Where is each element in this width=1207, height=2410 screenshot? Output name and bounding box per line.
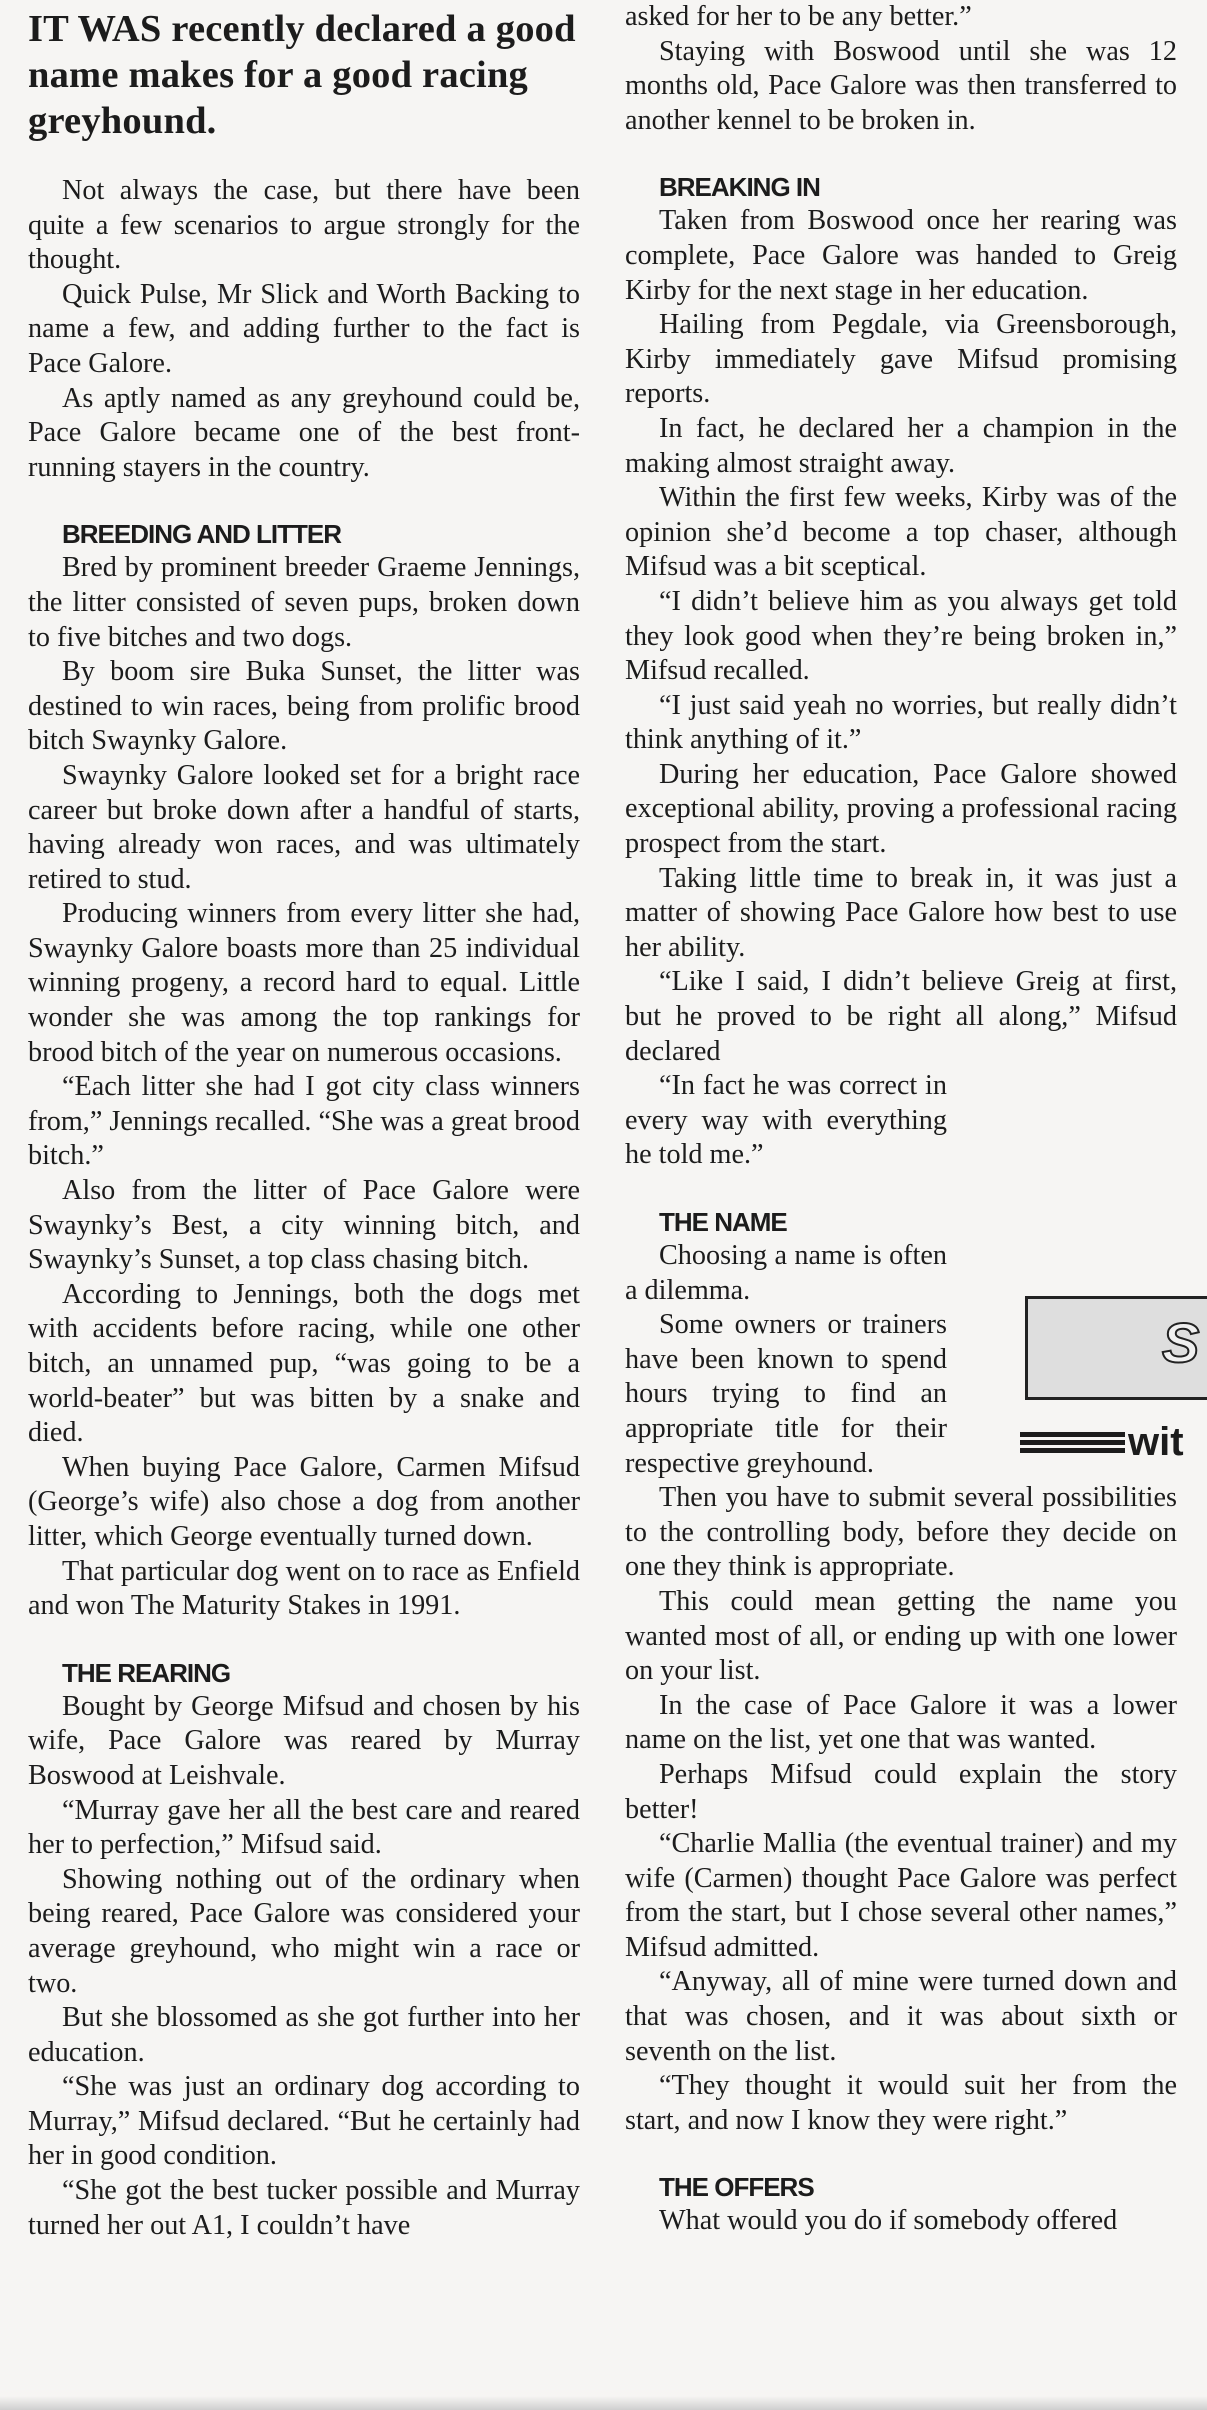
rearing-continued [625, 0, 1177, 138]
rearing-section [28, 1690, 580, 2244]
rule-line [1020, 1440, 1125, 1445]
paragraph: Hailing from Pegdale, via Greensborough, Kirby immediately gave Mifsud promising reports. [625, 309, 1177, 410]
paragraph: Showing nothing out of the ordinary when being reared, Pace Galore was considered your average greyhound, who might win a race or two. [28, 1863, 580, 1999]
section-heading-breaking: BREAKING IN [659, 172, 820, 203]
sidebar-rule-lines [1020, 1432, 1125, 1454]
paragraph: What would you do if somebody offered [659, 2205, 1118, 2237]
paragraph: “Charlie Mallia (the eventual trainer) and my wife (Carmen) thought Pace Galore was perfect from the start, but I chose several other names,” Mifsud admitted. [625, 1828, 1177, 1963]
section-heading-name: THE NAME [659, 1207, 787, 1237]
paragraph: “Each litter she had I got city class winners from,” Jennings recalled. “She was a great brood bitch.” [28, 1071, 580, 1172]
paragraph: As aptly named as any greyhound could be, Pace Galore became one of the best front-running stayers in the country. [28, 382, 580, 483]
article-headline: IT WAS recently declared a good name makes for a good racing greyhound. [28, 8, 576, 142]
paragraph: Then you have to submit several possibilities to the controlling body, before they decide on one they think is appropriate. [625, 1482, 1177, 1583]
paragraph: asked for her to be any better.” [625, 1, 972, 32]
paragraph: This could mean getting the name you wanted most of all, or ending up with one lower on your list. [625, 1585, 1177, 1687]
paragraph: Quick Pulse, Mr Slick and Worth Backing to name a few, and adding further to the fact is Pace Galore. [28, 278, 580, 379]
paragraph: Not always the case, but there have been quite a few scenarios to argue strongly for the thought. [28, 175, 580, 276]
paragraph: “She was just an ordinary dog according to Murray,” Mifsud declared. “But he certainly had her in good condition. [28, 2071, 580, 2172]
paragraph: Taking little time to break in, it was just a matter of showing Pace Galore how best to use her ability. [625, 862, 1177, 963]
paragraph: Bred by prominent breeder Graeme Jennings, the litter consisted of seven pups, broken down to five bitches and two dogs. [28, 552, 580, 653]
paragraph: “In fact he was correct in every way with everything he told me.” [625, 1070, 947, 1171]
paragraph: Swaynky Galore looked set for a bright race career but broke down after a handful of starts, having already won races, and was ultimately retired to stud. [28, 759, 580, 895]
paragraph: Also from the litter of Pace Galore were Swaynky’s Best, a city winning bitch, and Swaynky’s Sunset, a top class chasing bitch. [28, 1175, 580, 1276]
paragraph: Perhaps Mifsud could explain the story better! [625, 1758, 1177, 1825]
paragraph: “Murray gave her all the best care and reared her to perfection,” Mifsud said. [28, 1794, 580, 1861]
sidebar-word: wit [1128, 1420, 1184, 1464]
paragraph: By boom sire Buka Sunset, the litter was destined to win races, being from prolific brood bitch Swaynky Galore. [28, 656, 580, 757]
paragraph: “Like I said, I didn’t believe Greig at first, but he proved to be right all along,” Mifsud declared [625, 966, 1177, 1067]
paragraph: Staying with Boswood until she was 12 months old, Pace Galore was then transferred to another kennel to be broken in. [625, 35, 1177, 136]
left-column [28, 0, 580, 2243]
rule-line [1020, 1432, 1125, 1437]
sidebar-callout-box [1025, 1296, 1207, 1400]
paragraph: Producing winners from every litter she had, Swaynky Galore boasts more than 25 individual winning progeny, a record hard to equal. Little wonder she was among the top rankings for brood bitch of the year on numerous occasions. [28, 898, 580, 1068]
section-heading-breeding: BREEDING AND LITTER [62, 519, 342, 550]
section-heading-offers: THE OFFERS [659, 2172, 814, 2203]
rule-line [1020, 1448, 1125, 1453]
breaking-section [625, 204, 1177, 1173]
right-column [625, 0, 1177, 2239]
paragraph: That particular dog went on to race as Enfield and won The Maturity Stakes in 1991. [28, 1555, 580, 1622]
paragraph: According to Jennings, both the dogs met with accidents before racing, while one other bitch, an unnamed pup, “was going to be a world-beater” but was bitten by a snake and died. [28, 1278, 580, 1449]
section-heading-rearing: THE REARING [62, 1657, 231, 1688]
paragraph: Taken from Boswood once her rearing was complete, Pace Galore was handed to Greig Kirby for the next stage in her education. [625, 205, 1177, 306]
paragraph: Choosing a name is often a dilemma. [625, 1240, 947, 1306]
breeding-section [28, 551, 580, 1623]
paragraph: “I just said yeah no worries, but really didn’t think anything of it.” [625, 689, 1177, 756]
paragraph: “They thought it would suit her from the start, and now I know they were right.” [625, 2070, 1177, 2136]
paragraph: But she blossomed as she got further into her education. [28, 2002, 580, 2068]
paragraph: “She got the best tucker possible and Murray turned her out A1, I couldn’t have [28, 2175, 580, 2241]
paragraph: In fact, he declared her a champion in the making almost straight away. [625, 412, 1177, 479]
paragraph: When buying Pace Galore, Carmen Mifsud (George’s wife) also chose a dog from another litter, which George eventually turned down. [28, 1451, 580, 1552]
intro-section [28, 174, 580, 485]
page-edge-shadow [0, 2396, 1207, 2410]
paragraph: Bought by George Mifsud and chosen by his wife, Pace Galore was reared by Murray Boswood at Leishvale. [28, 1690, 580, 1791]
paragraph: “Anyway, all of mine were turned down and that was chosen, and it was about sixth or seventh on the list. [625, 1966, 1177, 2067]
paragraph: Some owners or trainers have been known to spend hours trying to find an appropriate title for their respective greyhound. [625, 1309, 947, 1479]
paragraph: In the case of Pace Galore it was a lower name on the list, yet one that was wanted. [625, 1689, 1177, 1756]
paragraph: Within the first few weeks, Kirby was of the opinion she’d become a top chaser, although Mifsud was a bit sceptical. [625, 482, 1177, 583]
paragraph: “I didn’t believe him as you always get told they look good when they’re being broken in,” Mifsud recalled. [625, 585, 1177, 687]
offers-section [625, 2204, 1177, 2239]
sidebar-box-text: S [1162, 1311, 1200, 1374]
paragraph: During her education, Pace Galore showed exceptional ability, proving a professional racing prospect from the start. [625, 758, 1177, 860]
